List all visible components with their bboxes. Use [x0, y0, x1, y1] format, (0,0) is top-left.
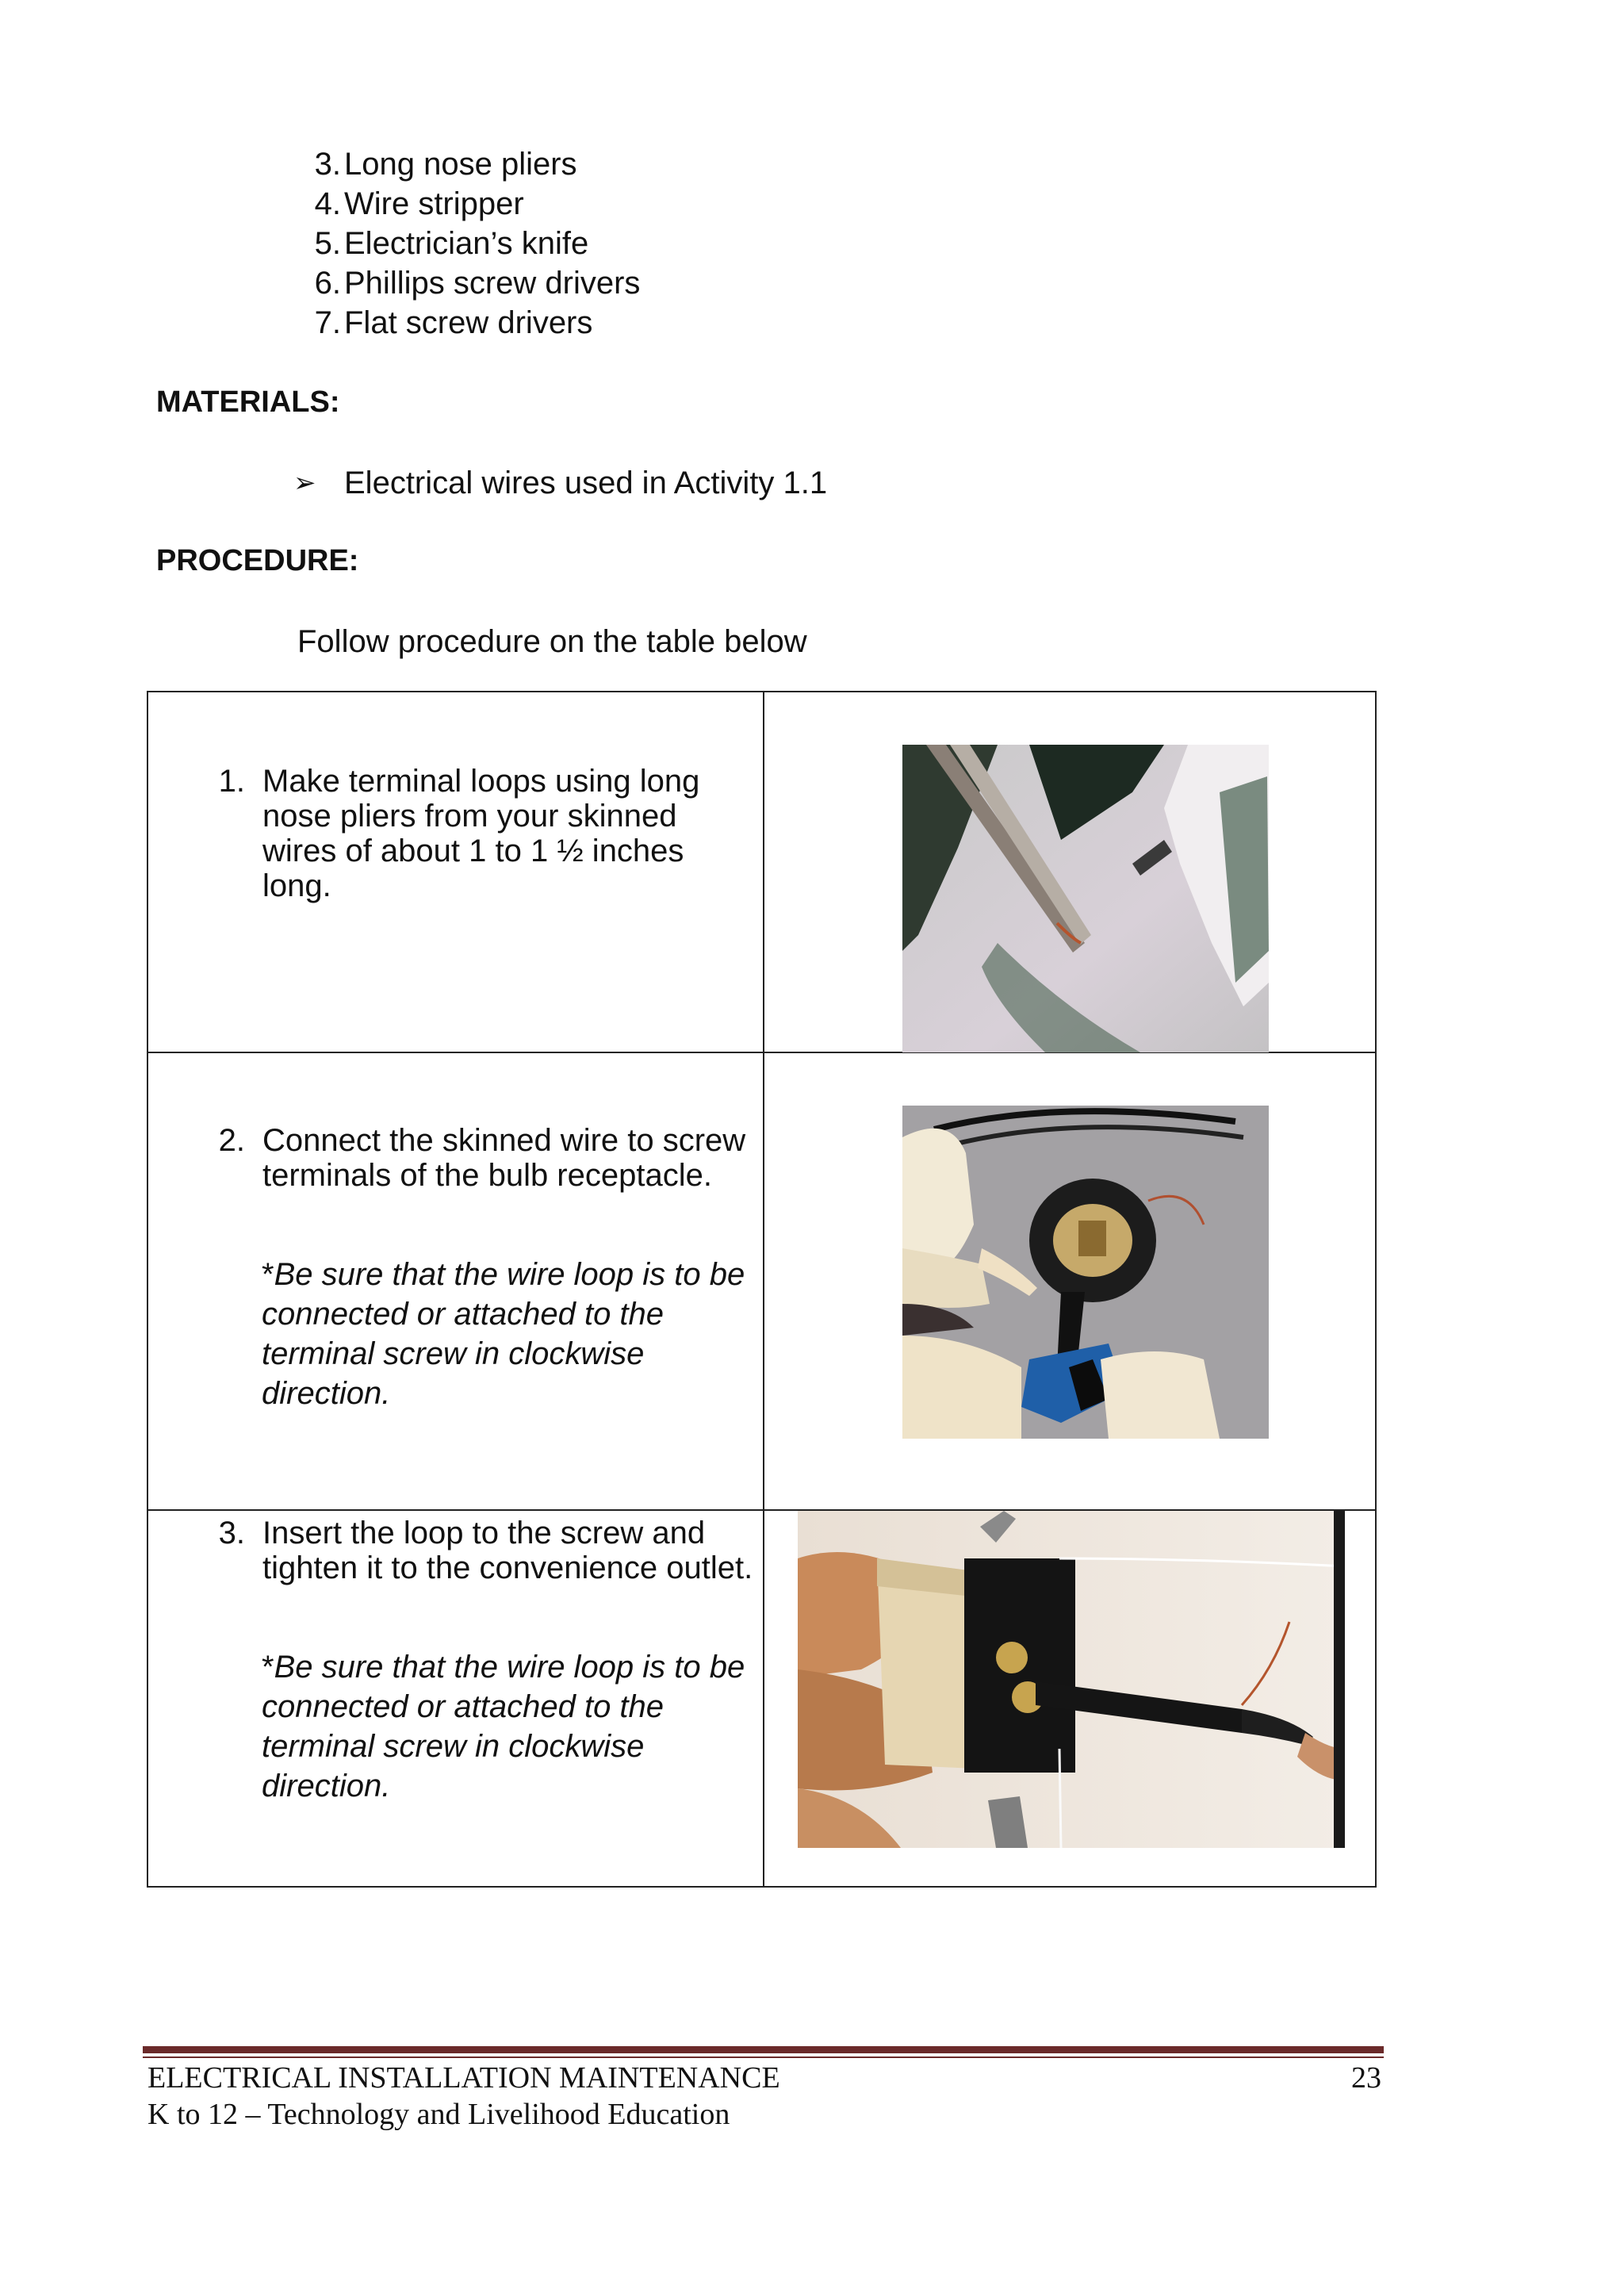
footer-subtitle: K to 12 – Technology and Livelihood Education [147, 2098, 730, 2131]
arrow-bullet-icon: ➢ [293, 468, 316, 498]
table-row [147, 692, 1376, 1052]
table-row [147, 1510, 1376, 1887]
table-row [147, 1052, 1376, 1510]
step-3-note: *Be sure that the wire loop is to be connected or attached to the terminal screw in clockwise direction. [262, 1650, 745, 1803]
pliers-loop-photo [902, 745, 1269, 1052]
step-2-note: *Be sure that the wire loop is to be connected or attached to the terminal screw in clockwise direction. [262, 1257, 745, 1411]
step-cell: 1. Make terminal loops using long nose pliers from your skinned wires of about 1 to 1 ½ inches long. [147, 692, 764, 1052]
footer-title: ELECTRICAL INSTALLATION MAINTENANCE [147, 2061, 780, 2095]
procedure-intro: Follow procedure on the table below [297, 624, 807, 659]
image-cell [764, 1510, 1376, 1887]
footer-rule-thin [143, 2056, 1384, 2058]
convenience-outlet-photo [798, 1511, 1345, 1848]
footer-rule [143, 2046, 1384, 2053]
step-cell: 2. Connect the skinned wire to screw terminals of the bulb receptacle. *Be sure that the wire loop is to be connected or attached to the terminal screw in clockwise direction. [147, 1052, 764, 1510]
image-cell [764, 1052, 1376, 1510]
page-number: 23 [1351, 2061, 1381, 2095]
image-cell [764, 692, 1376, 1052]
materials-heading: MATERIALS: [156, 385, 340, 419]
procedure-table [147, 691, 1377, 1888]
bulb-receptacle-photo [902, 1106, 1269, 1439]
procedure-heading: PROCEDURE: [156, 544, 359, 577]
step-cell: 3. Insert the loop to the screw and tighten it to the convenience outlet. *Be sure that the wire loop is to be connected or attached to the terminal screw in clockwise direction. [147, 1510, 764, 1887]
